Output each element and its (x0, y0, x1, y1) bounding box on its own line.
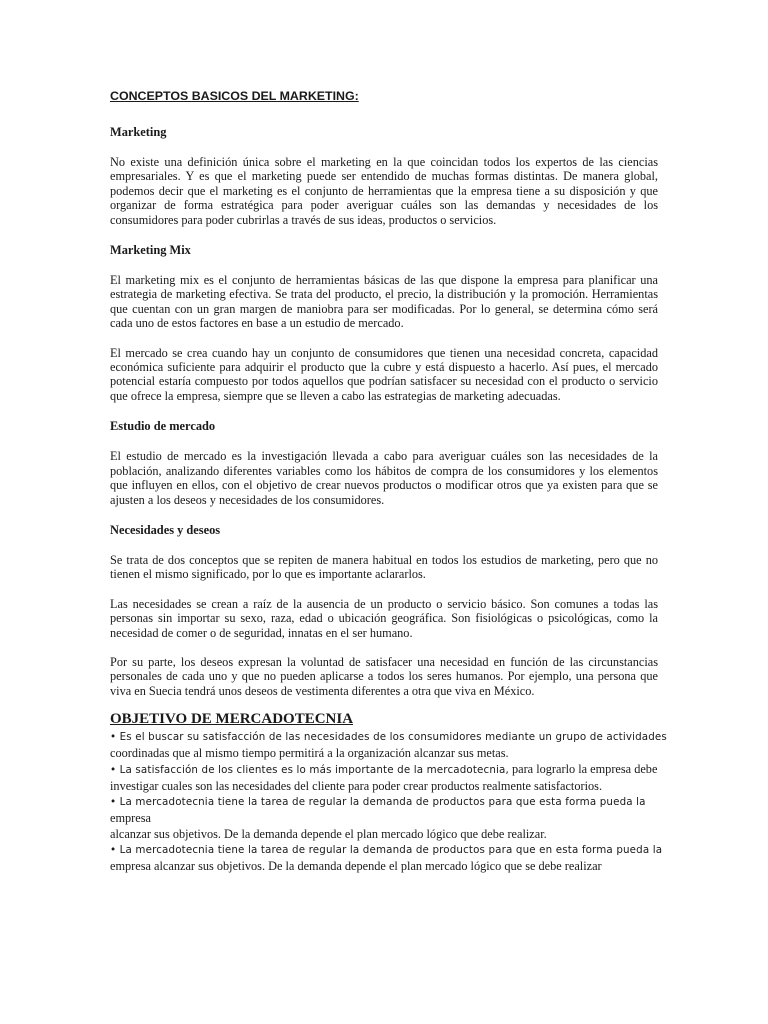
heading-marketing: Marketing (110, 125, 167, 139)
paragraph-marketing: No existe una definición única sobre el marketing en la que coincidan todos los expertos de las ciencias empresariales. Y es que el marketing puede ser entendido de muchas formas distintas. De manera global, podemos decir que el marketing es el conjunto de herramientas que la empresa tiene a su disposición y que organizar de forma estratégica para poder averiguar cuáles son las demandas y necesidades de los consumidores para poder cubrirlas a través de sus ideas, productos o servicios. (110, 155, 658, 227)
bullet-2-line-2: investigar cuales son las necesidades del cliente para poder crear productos realmente satisfactorios. (110, 779, 603, 794)
bullet-1-line-2: coordinadas que al mismo tiempo permitirá a la organización alcanzar sus metas. (110, 746, 509, 761)
heading-estudio-de-mercado: Estudio de mercado (110, 419, 216, 434)
paragraph-necesidades-2: Las necesidades se crean a raíz de la ausencia de un producto o servicio básico. Son comunes a todas las personas sin importar su sexo, raza, edad o ubicación geográfica. Son fisiológicas o psicológicas, como la necesidad de comer o de seguridad, innatas en el ser humano. (110, 596, 658, 640)
bullet-3-line-3: alcanzar sus objetivos. De la demanda depende el plan mercado lógico que debe realizar. (110, 827, 547, 842)
heading-objetivo-de-mercadotecnia: OBJETIVO DE MERCADOTECNIA (110, 711, 354, 728)
paragraph-necesidades-3: Por su parte, los deseos expresan la voluntad de satisfacer una necesidad en función de las circunstancias personales de cada uno y que no pueden aplicarse a todos los seres humanos. Por ejemplo, una persona que viva en Suecia tendrá unos deseos de vestimenta diferentes a otra que viva en México. (110, 654, 658, 698)
bullet-4-line-1: • La mercadotecnia tiene la tarea de regular la demanda de productos para que en esta forma pueda la (110, 844, 663, 857)
bullet-1-line-1: • Es el buscar su satisfacción de las necesidades de los consumidores mediante un grupo de actividades (110, 731, 667, 744)
paragraph-marketing-mix-2: El mercado se crea cuando hay un conjunto de consumidores que tienen una necesidad concreta, capacidad económica suficiente para adquirir el producto que la cubre y está dispuesto a hacerlo. Así pues, el mercado potencial estaría compuesto por todos aquellos que podrían satisfacer su necesidad con el producto o servicio que ofrece la empresa, siempre que se lleven a cabo las estrategias de marketing adecuadas. (110, 345, 658, 403)
heading-necesidades-y-deseos: Necesidades y deseos (110, 522, 221, 537)
document-content (110, 88, 667, 874)
document-title: CONCEPTOS BASICOS DEL MARKETING: (110, 89, 359, 103)
bullet-2-line-1-part-b: para lograrlo la empresa debe (508, 762, 658, 777)
bullet-4-line-2: empresa alcanzar sus objetivos. De la demanda depende el plan mercado lógico que se debe realizar (110, 859, 602, 874)
bullet-2-line-1-part-a: • La satisfacción de los clientes es lo más importante de la mercadotecnia, (110, 764, 509, 777)
bullet-2-line-1 (110, 761, 658, 778)
paragraph-necesidades-1: Se trata de dos conceptos que se repiten de manera habitual en todos los estudios de marketing, pero que no tienen el mismo significado, por lo que es importante aclararlos. (110, 552, 658, 582)
bullet-3-line-1: • La mercadotecnia tiene la tarea de regular la demanda de productos para que esta forma pueda la (110, 796, 646, 809)
bullet-3-line-2: empresa (110, 811, 151, 826)
paragraph-estudio-de-mercado: El estudio de mercado es la investigación llevada a cabo para averiguar cuáles son las necesidades de la población, analizando diferentes variables como los hábitos de compra de los consumidores y los elementos que influyen en ellos, con el objetivo de crear nuevos productos o modificar otros que ya existen para que se ajusten a los deseos y necesidades de los consumidores. (110, 449, 658, 507)
heading-marketing-mix: Marketing Mix (110, 243, 191, 258)
paragraph-marketing-mix-1: El marketing mix es el conjunto de herramientas básicas de las que dispone la empresa para planificar una estrategia de marketing efectiva. Se trata del producto, el precio, la distribución y la promoción. Herramientas que cuentan con un gran margen de maniobra para ser modificadas. Por lo general, se determina cómo será cada uno de estos factores en base a un estudio de mercado. (110, 273, 658, 331)
